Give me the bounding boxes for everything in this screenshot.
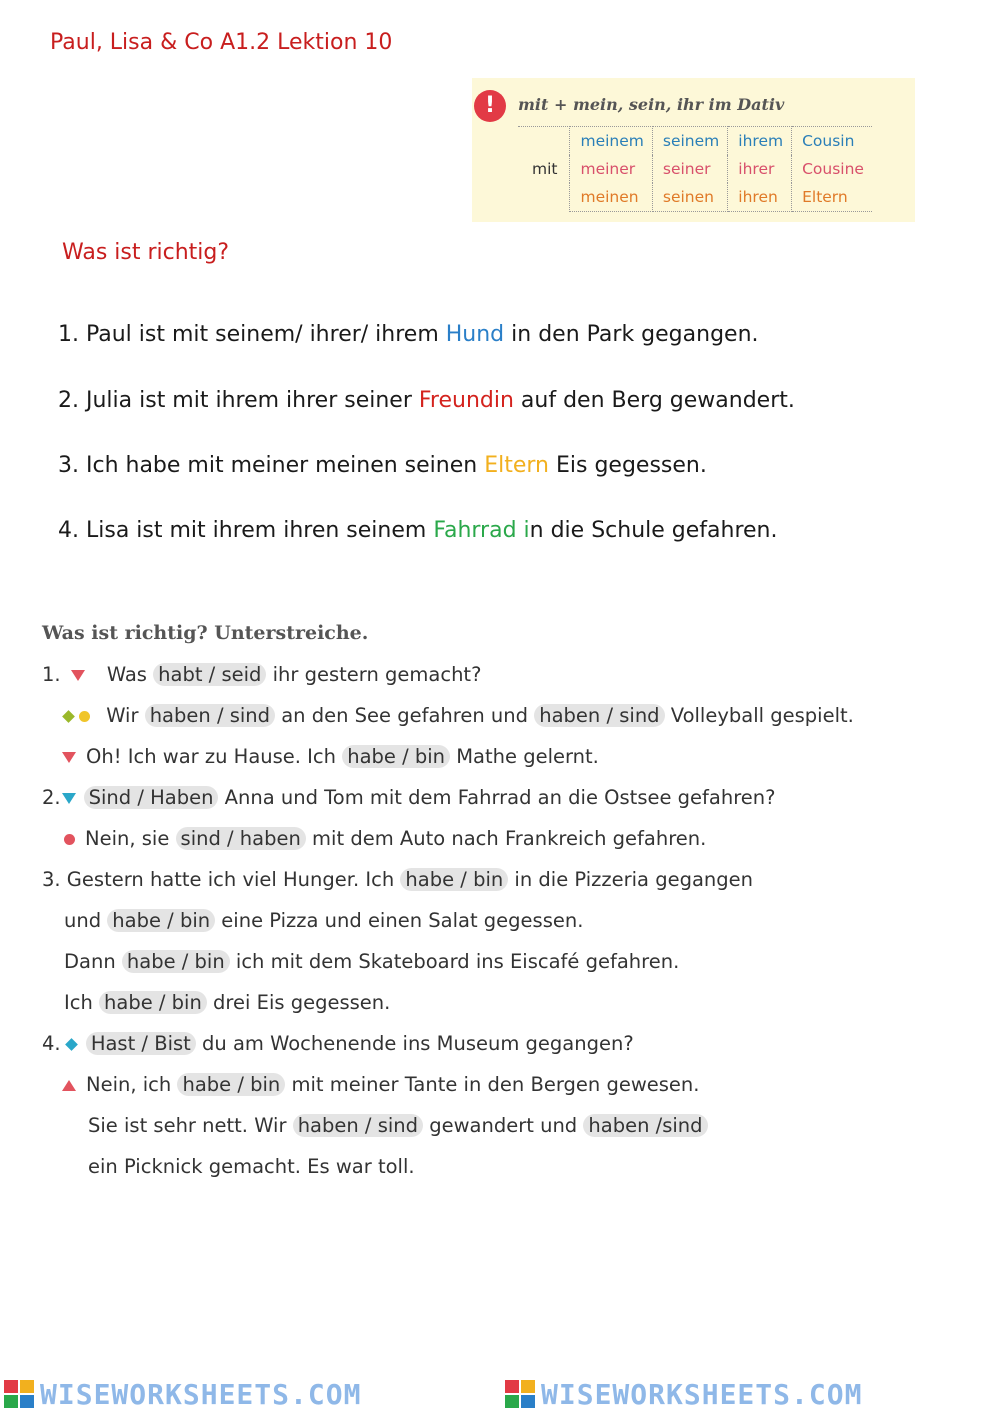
table-cell: seinen	[652, 183, 727, 212]
line-text: Oh! Ich war zu Hause. Ich	[86, 745, 343, 768]
line-text: an den See gefahren und	[275, 704, 535, 727]
diamond-icon	[62, 710, 75, 723]
choice-option[interactable]: habe / bin	[342, 745, 450, 768]
watermark-footer	[0, 1378, 1000, 1410]
table-cell: ihrer	[728, 155, 792, 183]
quiz-keyword: Hund	[445, 322, 505, 347]
line-text: Mathe gelernt.	[450, 745, 599, 768]
exercise-line-3	[62, 745, 599, 768]
quiz-keyword: Freundin	[418, 388, 514, 413]
line-text: Wir	[106, 704, 145, 727]
line-text: Dann	[64, 950, 122, 973]
exercise-line-6	[42, 868, 753, 891]
exercise-line-4	[42, 786, 776, 809]
quiz-text[interactable]: 4. Lisa ist mit ihrem ihren seinem	[58, 518, 434, 543]
choice-option[interactable]: haben / sind	[534, 704, 664, 727]
quiz-text: auf den Berg gewandert.	[513, 388, 795, 413]
line-text: ein Picknick gemacht. Es war toll.	[88, 1155, 415, 1178]
exercise-line-9	[64, 991, 390, 1014]
table-cell: meinen	[570, 183, 652, 212]
quiz-item-2	[58, 388, 795, 413]
dot-icon	[79, 711, 90, 722]
choice-option[interactable]: habe / bin	[177, 1073, 285, 1096]
quiz-item-1	[58, 322, 759, 347]
item-number: 1.	[42, 663, 61, 686]
watermark-text: WISEWORKSHEETS.COM	[40, 1378, 362, 1411]
line-text: mit meiner Tante in den Bergen gewesen.	[285, 1073, 700, 1096]
item-number: 3.	[42, 868, 61, 891]
quiz-text[interactable]: 2. Julia ist mit ihrem ihrer seiner	[58, 388, 419, 413]
prep-label: mit	[518, 127, 570, 212]
line-text: du am Wochenende ins Museum gegangen?	[195, 1032, 634, 1055]
choice-option[interactable]: habe / bin	[107, 909, 215, 932]
exercise-line-2	[64, 704, 854, 727]
table-cell: Eltern	[792, 183, 872, 212]
quiz-keyword: Fahrrad i	[433, 518, 530, 543]
item-number: 2.	[42, 786, 61, 809]
dativ-table	[518, 126, 872, 212]
grammar-box-title: mit + mein, sein, ihr im Dativ	[518, 95, 785, 114]
choice-option[interactable]: habe / bin	[122, 950, 230, 973]
diamond-icon	[65, 1038, 78, 1051]
quiz-text: Eis gegessen.	[548, 453, 707, 478]
line-text: Ich	[64, 991, 100, 1014]
line-text: Sie ist sehr nett. Wir	[88, 1114, 293, 1137]
line-text: ich mit dem Skateboard ins Eiscafé gefahren.	[229, 950, 680, 973]
logo-icon	[4, 1380, 36, 1408]
watermark-text: WISEWORKSHEETS.COM	[541, 1378, 863, 1411]
table-cell: meiner	[570, 155, 652, 183]
table-cell: meinem	[570, 127, 652, 156]
line-text: gewandert und	[423, 1114, 584, 1137]
line-text: Volleyball gespielt.	[664, 704, 854, 727]
quiz-text[interactable]: 3. Ich habe mit meiner meinen seinen	[58, 453, 485, 478]
choice-option[interactable]: habt / seid	[153, 663, 266, 686]
triangle-down-icon	[62, 752, 76, 763]
exercise-heading: Was ist richtig? Unterstreiche.	[42, 622, 369, 644]
exercise-line-13	[88, 1155, 415, 1178]
triangle-up-icon	[62, 1080, 76, 1091]
table-cell: Cousine	[802, 160, 864, 178]
exercise-line-5	[64, 827, 706, 850]
quiz-item-3	[58, 453, 707, 478]
quiz-text[interactable]: 1. Paul ist mit seinem/ ihrer/ ihrem	[58, 322, 446, 347]
line-text: mit dem Auto nach Frankreich gefahren.	[305, 827, 707, 850]
quiz-text: in den Park gegangen.	[504, 322, 759, 347]
quiz-keyword: Eltern	[484, 453, 549, 478]
exercise-line-10	[42, 1032, 634, 1055]
choice-option[interactable]: haben /sind	[583, 1114, 707, 1137]
choice-option[interactable]: haben / sind	[145, 704, 275, 727]
line-text: Gestern hatte ich viel Hunger. Ich	[60, 868, 401, 891]
choice-option[interactable]: habe / bin	[99, 991, 207, 1014]
line-text: eine Pizza und einen Salat gegessen.	[215, 909, 584, 932]
logo-icon	[505, 1380, 537, 1408]
choice-option[interactable]: Hast / Bist	[86, 1032, 196, 1055]
triangle-down-icon	[71, 670, 85, 681]
line-text: in die Pizzeria gegangen	[508, 868, 753, 891]
table-cell: ihrem	[728, 127, 792, 156]
choice-option[interactable]: haben / sind	[293, 1114, 423, 1137]
line-text: drei Eis gegessen.	[206, 991, 391, 1014]
table-cell: Cousin	[792, 127, 872, 156]
exercise-line-1	[42, 663, 481, 686]
line-text: Nein, ich	[86, 1073, 178, 1096]
table-cell: seiner	[652, 155, 727, 183]
line-text: Anna und Tom mit dem Fahrrad an die Ostsee gefahren?	[218, 786, 776, 809]
quiz-heading: Was ist richtig?	[62, 240, 230, 265]
choice-option[interactable]: Sind / Haben	[84, 786, 219, 809]
dot-icon	[64, 834, 75, 845]
grammar-info-box	[472, 78, 915, 222]
quiz-text: n die Schule gefahren.	[529, 518, 778, 543]
line-text: Nein, sie	[85, 827, 176, 850]
line-text: Was	[106, 663, 154, 686]
choice-option[interactable]: habe / bin	[400, 868, 508, 891]
table-cell: seinem	[652, 127, 727, 156]
exercise-line-7	[64, 909, 583, 932]
line-text: ihr gestern gemacht?	[266, 663, 482, 686]
table-cell: ihren	[728, 183, 792, 212]
quiz-item-4	[58, 518, 778, 543]
exercise-line-11	[62, 1073, 699, 1096]
triangle-down-icon	[62, 793, 76, 804]
exclamation-icon: !	[474, 90, 506, 122]
item-number: 4.	[42, 1032, 61, 1055]
line-text: und	[64, 909, 108, 932]
choice-option[interactable]: sind / haben	[176, 827, 306, 850]
page-title: Paul, Lisa & Co A1.2 Lektion 10	[50, 30, 393, 55]
exercise-line-8	[64, 950, 679, 973]
exercise-line-12	[88, 1114, 708, 1137]
